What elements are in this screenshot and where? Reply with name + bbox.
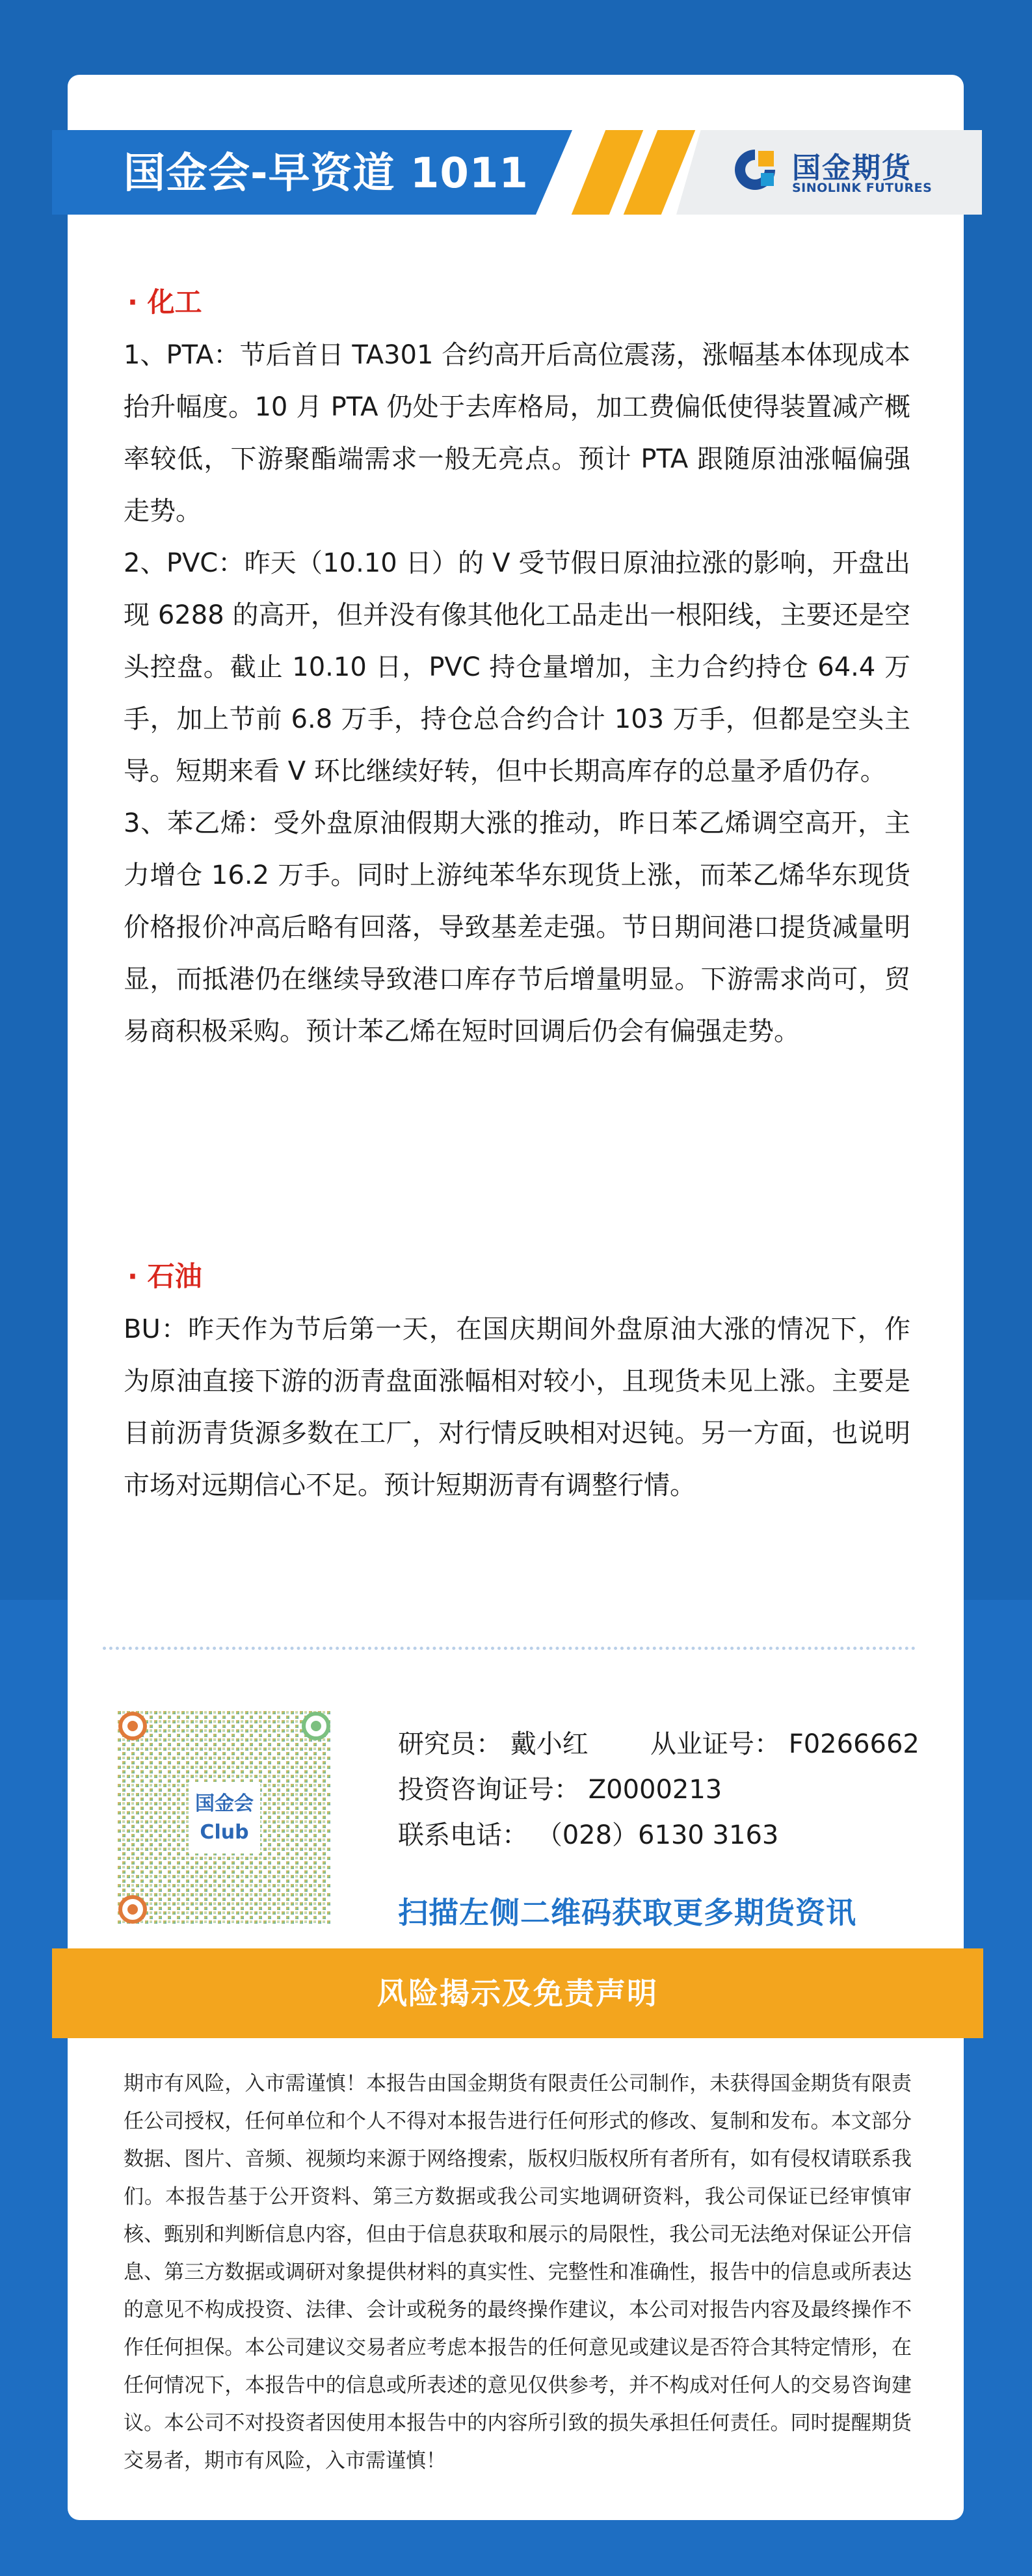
- page-title: 国金会-早资道 1011: [124, 150, 529, 198]
- researcher-name: 研究员： 戴小红: [398, 1729, 589, 1759]
- brand-name-cn: 国金期货: [792, 152, 912, 185]
- section-body-petroleum: [124, 1303, 910, 1511]
- sinolink-logo-icon: [732, 147, 778, 193]
- risk-title: 风险揭示及免责声明: [377, 1976, 658, 2011]
- qr-code-label: [117, 1790, 332, 1847]
- paragraph-bitumen: BU：昨天作为节后第一天，在国庆期间外盘原油大涨的情况下，作为原油直接下游的沥青盘面涨幅相对较小，且现货未见上涨。主要是目前沥青货源多数在工厂，对行情反映相对迟钝。另一方面，也说明市场对远期信心不足。预计短期沥青有调整行情。: [124, 1314, 910, 1500]
- consult-license: 投资咨询证号： Z0000213: [398, 1775, 722, 1805]
- paragraph-pvc: 2、PVC：昨天（10.10 日）的 V 受节假日原油拉涨的影响，开盘出现 6288 的高开，但并没有像其他化工品走出一根阳线，主要还是空头控盘。截止 10.10 日，PVC 持仓量增加，主力合约持仓 64.4 万手，加上节前 6.8 万手，持仓总合约合计 103 万手，但都是空头主导。短期来看 V 环比继续好转，但中长期高库存的总量矛盾仍存。: [124, 548, 910, 786]
- section-body-chemicals: [124, 329, 910, 1057]
- qr-label-line1: 国金会: [195, 1792, 254, 1815]
- contact-phone: 联系电话： （028）6130 3163: [398, 1820, 779, 1850]
- qr-label-line2: Club: [200, 1821, 249, 1844]
- practitioner-license: 从业证号： F0266662: [650, 1729, 920, 1759]
- scan-tip: 扫描左侧二维码获取更多期货资讯: [398, 1895, 856, 1930]
- section-title-chemicals: · 化工: [127, 286, 202, 318]
- section-title-petroleum: · 石油: [127, 1260, 202, 1292]
- disclaimer-text: 期市有风险，入市需谨慎！本报告由国金期货有限责任公司制作，未获得国金期货有限责任公司授权，任何单位和个人不得对本报告进行任何形式的修改、复制和发布。本文部分数据、图片、音频、视频均来源于网络搜索，版权归版权所有者所有，如有侵权请联系我们。本报告基于公开资料、第三方数据或我公司实地调研资料，我公司保证已经审慎审核、甄别和判断信息内容，但由于信息获取和展示的局限性，我公司无法绝对保证公开信息、第三方数据或调研对象提供材料的真实性、完整性和准确性，报告中的信息或所表达的意见不构成投资、法律、会计或税务的最终操作建议，本公司对报告内容及最终操作不作任何担保。本公司建议交易者应考虑本报告的任何意见或建议是否符合其特定情形，在任何情况下，本报告中的信息或所表述的意见仅供参考，并不构成对任何人的交易咨询建议。本公司不对投资者因使用本报告中的内容所引致的损失承担任何责任。同时提醒期货交易者，期市有风险，入市需谨慎！: [124, 2072, 912, 2473]
- paragraph-pta: 1、PTA：节后首日 TA301 合约高开后高位震荡，涨幅基本体现成本抬升幅度。10 月 PTA 仍处于去库格局，加工费偏低使得装置减产概率较低，下游聚酯端需求一般无亮点。预计 PTA 跟随原油涨幅偏强走势。: [124, 340, 910, 526]
- brand-name-en: SINOLINK FUTURES: [792, 181, 933, 195]
- dotted-divider: [103, 1647, 916, 1650]
- paragraph-styrene: 3、苯乙烯：受外盘原油假期大涨的推动，昨日苯乙烯调空高开，主力增仓 16.2 万手。同时上游纯苯华东现货上涨，而苯乙烯华东现货价格报价冲高后略有回落，导致基差走强。节日期间港口提货减量明显，而抵港仍在继续导致港口库存节后增量明显。下游需求尚可，贸易商积极采购。预计苯乙烯在短时回调后仍会有偏强走势。: [124, 808, 910, 1046]
